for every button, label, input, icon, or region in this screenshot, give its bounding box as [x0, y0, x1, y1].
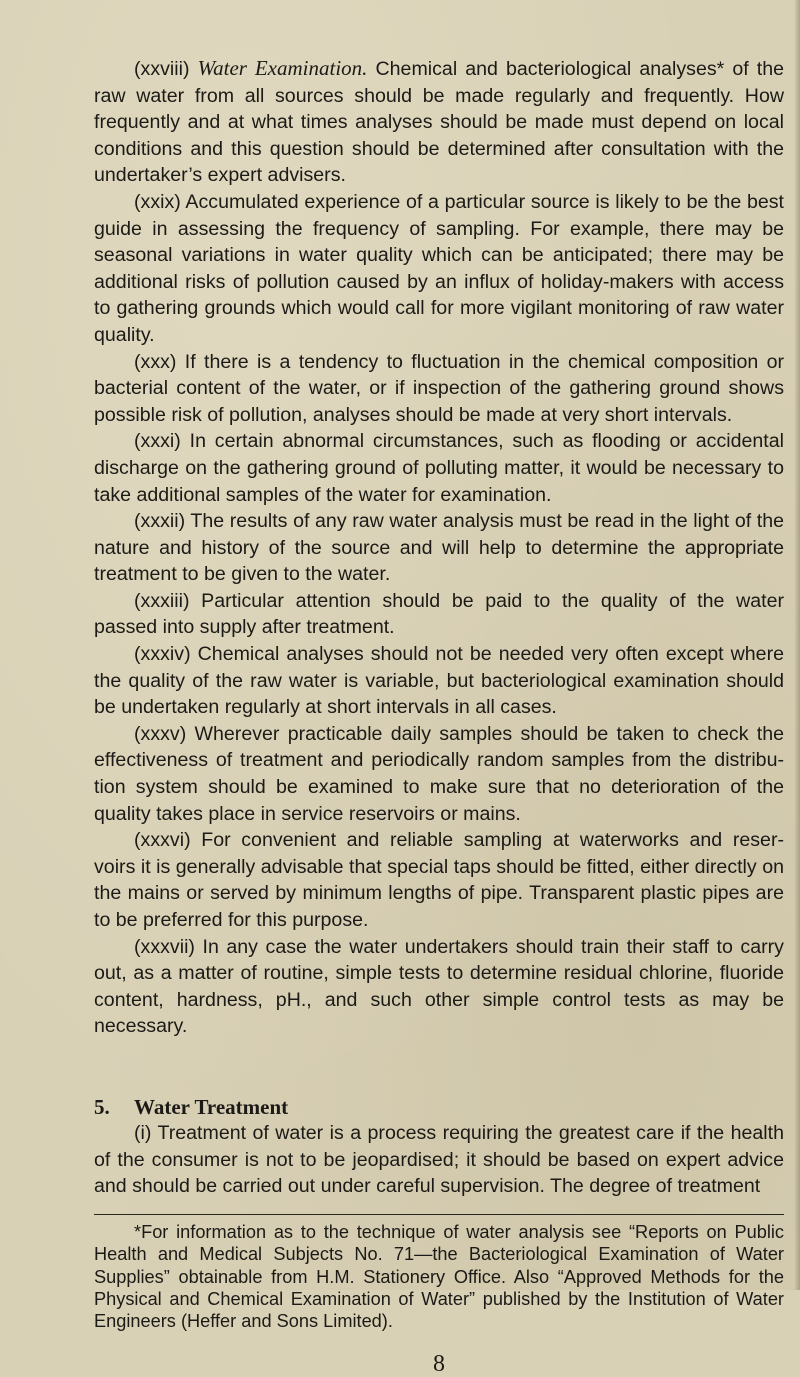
paragraph-text: For convenient and reliable sampling at waterworks and reser- voirs it is generally advisable that special taps should be fitted, either directly on the mains or served by minimum lengths of pipe. Transparent plastic pipes are to be preferred for this purpose. — [94, 829, 784, 931]
paragraph-number: (xxviii) — [134, 58, 190, 80]
paragraph-xxviii — [94, 55, 784, 189]
footnote-divider — [94, 1214, 784, 1215]
paragraph-number: (xxix) — [134, 190, 181, 213]
paragraph-number: (i) — [134, 1121, 152, 1144]
paragraph-xxx — [94, 349, 784, 429]
paragraph-title: Water Examination. — [197, 56, 368, 80]
paragraph-number: (xxxii) — [134, 510, 186, 533]
paragraph-text: In certain abnormal circumstances, such as flooding or accidental discharge on the gathering ground of polluting matter, it would be necessary to take additional samples of the water for examination. — [94, 430, 784, 506]
paragraph-xxxvii — [94, 934, 784, 1040]
paragraph-xxxvi — [94, 827, 784, 933]
page-body — [94, 55, 784, 1377]
paragraph-text: The results of any raw water analysis must be read in the light of the nature and history of the source and will help to determine the appropriate treatment to be given to the water. — [94, 510, 784, 586]
paragraph-number: (xxx) — [134, 350, 177, 373]
section-title: Water Treatment — [134, 1094, 289, 1119]
paragraph-text: Accumulated experience of a particular source is likely to be the best guide in assessing the frequency of sampling. For example, there may be seasonal variations in water quality which can be anticipated; there may be additional risks of pollution caused by an influx of holiday-makers with access to gathering grounds which would call for more vigilant monitoring of raw water quality. — [94, 190, 784, 346]
paragraph-text: Chemical and bacteriological analyses* of the raw water from all sources should be made regularly and frequently. How frequently and at what times analyses should be made must depend on local conditions and this question should be determined after consultation with the undertaker’s expert advisers. — [94, 58, 784, 187]
paragraph-number: (xxxvi) — [134, 829, 191, 852]
paragraph-text: Chemical analyses should not be needed very often except where the quality of the raw water is variable, but bacteriological examination should be undertaken regularly at short intervals in all cases. — [94, 643, 784, 719]
paragraph-text: Wherever practicable daily samples should be taken to check the effectiveness of treatment and periodically random samples from the distribu- tion system should be examined to make sure that no deterioration of the quality takes place in service reservoirs or mains. — [94, 722, 784, 825]
section-heading — [94, 1094, 784, 1120]
paragraph-number: (xxxiv) — [134, 643, 191, 666]
paragraph-xxxii — [94, 508, 784, 588]
paragraph-number: (xxxiii) — [134, 589, 190, 612]
paragraph-text: In any case the water undertakers should train their staff to carry out, as a matter of routine, simple tests to determine residual chlorine, fluoride content, hardness, pH., and such other simple control tests as may be necessary. — [94, 935, 784, 1038]
paragraph-xxxiv — [94, 641, 784, 721]
paragraph-text: Treatment of water is a process requiring the greatest care if the health of the consumer is not to be jeopardised; it should be based on expert advice and should be carried out under careful supervision. The degree of treatment — [94, 1121, 784, 1198]
paragraph-text: Particular attention should be paid to the quality of the water passed into supply after treatment. — [94, 589, 784, 639]
footnote: *For information as to the technique of water analysis see “Reports on Public Health and Medical Subjects No. 71—the Bacteriological Examination of Water Supplies” obtainable from H.M. Stationery Office. Also “Approved Methods for the Physical and Chemical Examination of Water” published by the Institution of Water Engineers (Heffer and Sons Limited). — [94, 1221, 784, 1332]
paragraph-number: (xxxv) — [134, 722, 187, 745]
paragraph-section-i — [94, 1120, 784, 1200]
paragraph-xxxv — [94, 721, 784, 827]
section-number: 5. — [94, 1094, 110, 1119]
paragraph-xxix — [94, 189, 784, 349]
paragraph-xxxi — [94, 428, 784, 508]
paragraph-number: (xxxvii) — [134, 935, 195, 958]
page-number: 8 — [433, 1350, 445, 1377]
paragraph-xxxiii — [94, 588, 784, 641]
paragraph-text: If there is a tendency to fluctuation in the chemical composition or bacterial content of the water, or if inspection of the gathering ground shows possible risk of pollution, analyses should be made at very short intervals. — [94, 350, 784, 426]
paragraph-number: (xxxi) — [134, 430, 181, 453]
page-edge-shadow — [794, 0, 800, 1290]
